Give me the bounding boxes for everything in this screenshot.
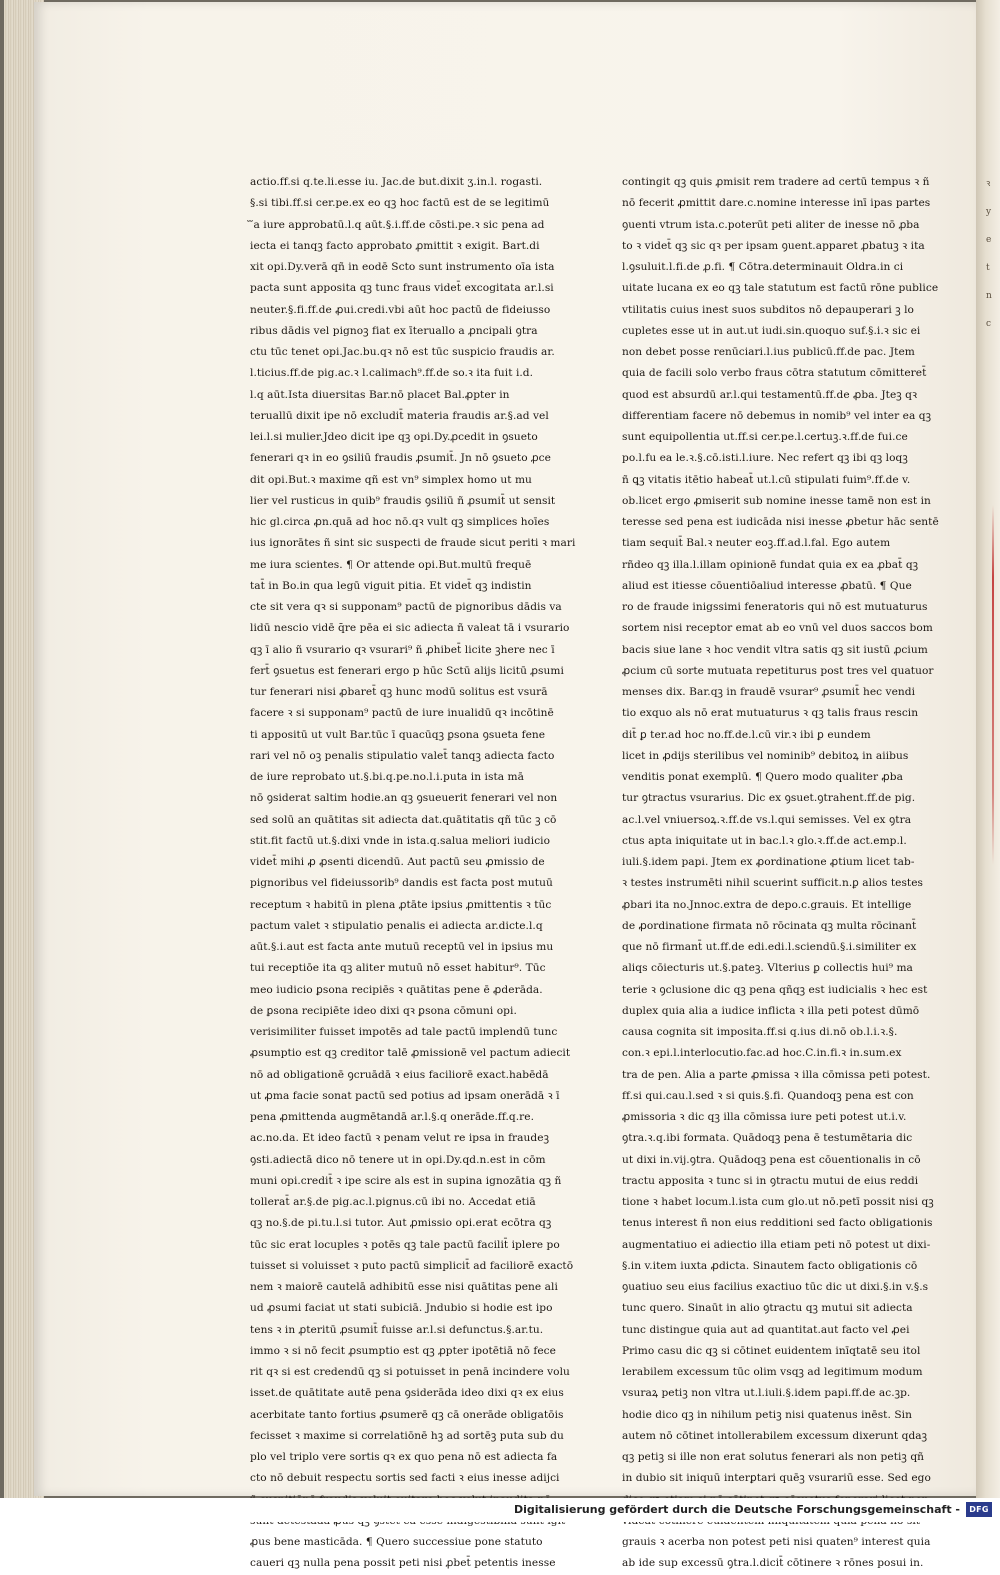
- left-column-line: de ꝑsona recipiēte ideo dixi qꝛ ꝑsona cōmuni opi.: [250, 1004, 517, 1017]
- left-column-line: §.si tibi.ff.si cer.pe.ex eo qꝫ hoc factū est de se legitimū: [250, 197, 550, 210]
- right-column-line: lerabilem excessum tūc olim vsqꝫ ad legitimum modum: [622, 1366, 923, 1378]
- right-column-line: de ꝓordinatione firmata nō rōcinata qꝫ multa rōcinant̄: [622, 919, 917, 932]
- left-column-line: plo vel triplo vere sortis qꝛ ex quo pena nō est adiecta fa: [250, 1451, 558, 1463]
- right-column-line: teresse sed pena est iudicāda nisi inesse ꝓbetur hāc sentē: [622, 516, 939, 528]
- right-column-line: non debet posse renūciari.l.ius publicū.ff.de pac. Jtem: [622, 346, 915, 358]
- left-column-line: videt̄ mihi ꝓ ꝓsenti dicendū. Aut pactū seu ꝓmissio de: [250, 856, 545, 868]
- left-column-line: ꝓus bene masticāda. ¶ Quero successiue pone statuto: [250, 1536, 543, 1548]
- left-column-line: nō ad obligationē ꝯcruādā ꝛ eius faciliorē exact.habēdā: [250, 1068, 549, 1081]
- left-column-line: ribus dādis vel pignoꝫ fiat ex īteruallo a ꝓncipali ꝯtra: [250, 324, 538, 337]
- right-column-line: iuli.§.idem papi. Jtem ex ꝓordinatione ꝓtium licet tab-: [622, 856, 915, 868]
- right-column-line: ac.l.vel vniuersoꝝ.ꝛ.ff.de vs.l.qui semisses. Vel ex ꝯtra: [622, 813, 912, 826]
- right-column-line: ro de fraude inigssimi feneratoris qui nō est mutuaturus: [622, 601, 928, 613]
- right-column-line: §.in v.item iuxta ꝓdicta. Sinautem facto obligationis cō: [622, 1259, 918, 1272]
- left-column-line: l.q aūt.Ista diuersitas Bar.nō placet Bal.ꝓpter in: [250, 388, 510, 401]
- right-column-line: sortem nisi receptor emat ab eo vnū vel duos saccos bom: [622, 622, 933, 635]
- left-column-line: fert̄ ꝯsuetus est fenerari ergo p hūc Sctū alijs licitū ꝓsumi: [250, 664, 564, 677]
- left-column-line: aūt.§.i.aut est facta ante mutuū receptū vel in ipsius mu: [250, 941, 554, 953]
- left-column-line: ud ꝓsumi faciat ut stati subiciā. Jndubio si hodie est ipo: [250, 1302, 553, 1315]
- right-column-line: con.ꝛ epi.l.interlocutio.fac.ad hoc.C.in.fi.ꝛ in.sum.ex: [622, 1047, 902, 1060]
- right-column-line: augmentatiuo ei adiectio illa etiam peti nō potest ut dixi-: [622, 1238, 931, 1251]
- right-column-line: tur ꝯtractus vsurarius. Dic ex ꝯsuet.ꝯtrahent.ff.de pig.: [622, 792, 916, 805]
- right-column-line: causa cognita sit imposita.ff.si q.ius di.nō ob.l.i.ꝛ.§.: [622, 1026, 898, 1038]
- right-column-line: rñdeo qꝫ illa.l.illam opinionē fundat quia ex ea ꝓbat̄ qꝫ: [622, 558, 919, 571]
- right-column-line: quia de facili solo verbo fraus cōtra statutum cōmitteret̄: [622, 367, 927, 380]
- left-column-line: teruallū dixit ipe nō excludit̄ materia fraudis ar.§.ad vel: [250, 409, 549, 422]
- red-margin-rule: [992, 505, 994, 865]
- left-column-line: nem ꝛ maiorē cautelā adhibitū esse nisi quātitas pene ali: [250, 1281, 558, 1293]
- dfg-logo: DFG: [966, 1502, 992, 1517]
- right-column-line: po.l.fu ea le.ꝛ.§.cō.isti.l.iure. Nec refert qꝫ ibi qꝫ loqꝫ: [622, 452, 908, 465]
- left-column-line: lei.l.si mulier.Jdeo dicit ipe qꝫ opi.Dy.ꝓcedit in ꝯsueto: [250, 431, 538, 443]
- right-column-line: licet in ꝓdijs sterilibus vel nominib⁹ debitoꝝ in aiibus: [622, 749, 909, 762]
- left-column-line: pignoribus vel fideiussorib⁹ dandis est facta post mutuū: [250, 877, 553, 890]
- left-column-line: qꝫ no.§.de pi.tu.l.si tutor. Aut ꝓmissio opi.erat ecōtra qꝫ: [250, 1217, 552, 1230]
- margin-mark: y: [986, 207, 992, 217]
- footer-bar: [0, 1498, 1000, 1522]
- right-column-line: ꝓcium cū sorte mutuata repetiturus post tres vel quatuor: [622, 664, 934, 677]
- right-column-line: tiam sequit̄ Bal.ꝛ neuter eoꝫ.ff.ad.l.fal. Ego autem: [622, 537, 891, 550]
- margin-mark: n: [986, 291, 992, 301]
- right-column-line: ff.si qui.cau.l.sed ꝛ si quis.§.fi. Quandoqꝫ pena est con: [622, 1089, 914, 1102]
- right-column-line: ctus apta iniquitate ut in bac.l.ꝛ glo.ꝛ.ff.de act.emp.l.: [622, 834, 907, 847]
- right-column-line: nō fecerit ꝓmittit dare.c.nomine interesse inī ipas partes: [622, 197, 931, 210]
- margin-mark: e: [986, 235, 992, 245]
- left-column-line: ius ignorātes ñ sint sic suspecti de fraude sicut periti ꝛ mari: [250, 537, 576, 550]
- left-column-line: ut ꝓma facie sonat pactū sed potius ad ipsam onerādā ꝛ ī: [250, 1089, 560, 1102]
- left-column-line: pena ꝓmittenda augmētandā ar.l.§.q onerāde.ff.q.re.: [250, 1111, 535, 1123]
- left-column-line: hic gl.circa ꝓn.quā ad hoc nō.qꝛ vult qꝫ simplices hoīes: [250, 516, 550, 528]
- right-column-line: bacis siue lane ꝛ hoc vendit vltra satis qꝫ sit iustū ꝓcium: [622, 643, 928, 656]
- right-column-line: vtilitatis cuius inest suos subditos nō depauperari ꝫ lo: [622, 303, 914, 316]
- left-column-line: sed solū an quātitas sit adiecta dat.quātitatis qñ tūc ꝫ cō: [250, 813, 557, 826]
- right-column-line: differentiam facere nō debemus in nomib⁹ vel inter ea qꝫ: [622, 409, 932, 422]
- right-column-line: tione ꝛ habet locum.l.ista cum glo.ut nō.petī possit nisi qꝫ: [622, 1196, 934, 1208]
- left-column-line: tūc sic erat locuples ꝛ potēs qꝫ tale pactū facilit̄ iplere po: [250, 1238, 560, 1251]
- left-column-line: neuter.§.fi.ff.de ꝓui.credi.vbi aūt hoc pactū de fideiusso: [250, 303, 551, 316]
- left-column-line: verisimiliter fuisset impotēs ad tale pactū implendū tunc: [250, 1026, 558, 1038]
- right-column-line: autem nō cōtinet intollerabilem excessum dixerunt qdaꝫ: [622, 1429, 928, 1442]
- right-column-line: que nō firmant̄ ut.ff.de edi.edi.l.sciendū.§.i.similiter ex: [622, 941, 917, 953]
- left-column-line: qꝫ ī alio ñ vsurario qꝛ vsurari⁹ ñ ꝓhibet̄ licite ꝫhere nec ī: [250, 643, 555, 656]
- right-column-line: menses dix. Bar.qꝫ in fraudē vsurar⁹ ꝓsumit̄ hec vendi: [622, 686, 916, 698]
- right-column-line: qꝫ petiꝫ si ille non erat solutus fenerari als non petiꝫ qñ: [622, 1451, 925, 1463]
- dfg-credit-text: Digitalisierung gefördert durch die Deutsche Forschungsgemeinschaft -: [513, 1503, 960, 1516]
- right-column-line: ꝯuatiuo seu eius facilius exactiuo tūc dic ut dixi.§.in v.§.s: [622, 1281, 929, 1293]
- left-column-line: pactum valet ꝛ stipulatio penalis ei adiecta ar.dicte.l.q: [250, 919, 543, 932]
- left-column-line: actio.ff.si q.te.li.esse iu. Jac.de but.dixit ʒ.in.l. rogasti.: [250, 176, 543, 188]
- right-column-line: tractu apposita ꝛ tunc si in ꝯtractu mutui de eius reddi: [622, 1174, 919, 1187]
- right-column-line: ꝯtra.ꝛ.q.ibi formata. Quādoqꝫ pena ē testumētaria dic: [622, 1132, 913, 1145]
- right-column-line: cupletes esse ut in aut.ut iudi.sin.quoquo suf.§.i.ꝛ sic ei: [622, 324, 921, 337]
- left-column-line: acerbitate tanto fortius ꝓsumerē qꝫ cā onerāde obligatōis: [250, 1408, 564, 1421]
- right-column-line: ñ ꝗꝫ vitatis itētio habeat̄ ut.l.cū stipulati fuim⁹.ff.de v.: [622, 473, 911, 486]
- right-column-line: tra de pen. Alia a parte ꝓmissa ꝛ illa cōmissa peti potest.: [622, 1068, 931, 1081]
- left-column-line: xit opi.Dy.verā qñ in eodē Scto sunt instrumento oīa ista: [250, 261, 555, 273]
- right-column-line: tenus interest ñ non eius redditioni sed facto obligationis: [622, 1217, 933, 1230]
- left-column-line: ᷓ a iure approbatū.l.q aūt.§.i.ff.de cōsti.pe.ꝛ sic pena ad: [250, 218, 545, 231]
- margin-mark: t: [986, 263, 990, 273]
- right-column-line: ob.licet ergo ꝓmiserit sub nomine inesse tamē non est in: [622, 494, 931, 507]
- right-column-line: Primo casu dic qꝫ si cōtinet euidentem inīqtatē seu itol: [622, 1344, 921, 1357]
- right-column-line: ab ide sup excessū ꝯtra.l.dicit̄ cōtinere ꝛ rōnes posui in.: [622, 1557, 924, 1570]
- left-column-line: lier vel rusticus in quib⁹ fraudis ꝯsiliū ñ ꝓsumit̄ ut sensit: [250, 494, 556, 507]
- right-column-line: sunt equipollentia ut.ff.si cer.pe.l.certuꝫ.ꝛ.ff.de fui.ce: [622, 431, 908, 443]
- left-column-line: ac.no.da. Et ideo factū ꝛ penam velut re ipsa in fraudeꝫ: [250, 1132, 550, 1145]
- left-column-line: ctu tūc tenet opi.Jac.bu.qꝛ nō est tūc suspicio fraudis ar.: [250, 346, 555, 358]
- left-column-line: tollerat̄ ar.§.de pig.ac.l.pignus.cū ibi no. Accedat etiā: [250, 1196, 536, 1208]
- left-column-line: ꝯsti.adiectā dico nō tenere ut in opi.Dy.qd.n.est in cōm: [250, 1153, 546, 1166]
- left-column-line: facere ꝛ si supponam⁹ pactū de iure inualidū qꝛ incōtinē: [250, 707, 554, 720]
- left-column-line: lidū nescio vidē q̄re pēa ei sic adiecta ñ valeat tā i vsurario: [250, 622, 570, 635]
- right-column-line: vsuraꝝ petiꝫ non vltra ut.l.iuli.§.idem papi.ff.de ac.ꝫp.: [622, 1387, 911, 1400]
- left-column-line: tens ꝛ in ꝓteritū ꝓsumit̄ fuisse ar.l.si defunctus.§.ar.tu.: [250, 1323, 544, 1336]
- margin-mark: ꝛ: [986, 179, 991, 189]
- right-column-line: grauis ꝛ acerba non potest peti nisi quaten⁹ interest quia: [622, 1536, 931, 1548]
- right-column-line: contingit qꝫ quis ꝓmisit rem tradere ad certū tempus ꝛ ñ: [622, 176, 930, 188]
- right-column-line: aliqs cōiecturis ut.§.pateꝫ. Vlterius ꝑ collectis hui⁹ ma: [622, 962, 913, 975]
- left-column-line: ti appositū ut vult Bar.tūc ī quacūqꝫ ꝑsona ꝯsueta fene: [250, 728, 546, 741]
- right-column-line: in dubio sit iniquū interꝑtari quēꝫ vsurariū esse. Sed ego: [622, 1472, 931, 1485]
- right-column-line: ꝓbari ita no.Jnnoc.extra de depo.c.grauis. Et intellige: [622, 898, 912, 911]
- left-column-line: fenerari qꝛ in eo ꝯsiliū fraudis ꝓsumit̄. Jn nō ꝯsueto ꝓce: [250, 452, 551, 465]
- margin-mark: c: [986, 319, 992, 329]
- right-column-line: duplex quia alia a iudice inflicta ꝛ illa peti potest dūmō: [622, 1004, 920, 1017]
- left-column-line: fecisset ꝛ maxime si correlatiōnē hꝫ ad sortēꝫ puta sub du: [250, 1429, 564, 1442]
- right-column-line: ꝯuenti vtrum ista.c.poterūt peti aliter de inesse nō ꝓba: [622, 218, 920, 231]
- right-column-line: aliud est itiesse cōuentiōaliud interesse ꝓbatū. ¶ Que: [622, 579, 912, 592]
- left-column-line: iecta ei tanqꝫ facto approbato ꝓmittit ꝛ exigit. Bart.di: [250, 239, 540, 252]
- left-column-line: pacta sunt apposita qꝫ tunc fraus videt̄ excogitata ar.l.si: [250, 282, 554, 295]
- left-column-line: me iura scientes. ¶ Or attende opi.But.multū frequē: [250, 558, 532, 571]
- right-column-line: quod est absurdū ar.l.qui testamentū.ff.de ꝓba. Jteꝫ qꝛ: [622, 388, 918, 401]
- right-column-line: hodie dico qꝫ in nihilum petiꝫ nisi quatenus inēst. Sin: [622, 1408, 912, 1421]
- right-column-line: tio exquo als nō erat mutuaturus ꝛ qꝫ talis fraus rescin: [622, 707, 919, 720]
- left-column-line: cte sit vera qꝛ si supponam⁹ pactū de pignoribus dādis va: [250, 601, 562, 613]
- left-column-line: tui receptiōe ita qꝫ aliter mutuū nō esset habitur⁹. Tūc: [250, 962, 546, 975]
- left-column-line: isset.de quātitate autē pena ꝯsiderāda ideo dixi qꝛ ex eius: [250, 1387, 564, 1400]
- left-column-line: muni opi.credit̄ ꝛ ipe scire als est in supina ignozātia qꝫ ñ: [250, 1174, 562, 1187]
- left-column-line: ꝓsumptio est qꝫ creditor talē ꝓmissionē vel pactum adiecit: [250, 1047, 571, 1060]
- left-column-line: rari vel nō oꝫ penalis stipulatio valet̄ tanqꝫ adiecta facto: [250, 749, 555, 762]
- right-column-line: ꝓmissoria ꝛ dic qꝫ illa cōmissa iure peti potest ut.i.v.: [622, 1111, 907, 1123]
- right-column-line: ꝛ testes instrumēti nihil scuerint sufficit.n.ꝑ alios testes: [622, 877, 924, 890]
- right-column-line: terie ꝛ ꝯclusione dic qꝫ pena qñqꝫ est iudicialis ꝛ hec est: [622, 983, 928, 996]
- right-column-line: tunc quero. Sinaūt in alio ꝯtractu qꝫ mutui sit adiecta: [622, 1302, 913, 1315]
- left-column-line: tur fenerari nisi ꝓbaret̄ qꝫ hunc modū solitus est vsurā: [250, 686, 548, 698]
- left-column-line: caueri qꝫ nulla pena possit peti nisi ꝓbet̄ petentis inesse: [250, 1557, 556, 1570]
- right-column-line: uitate lucana ex eo qꝫ tale statutum est factū rōne publice: [622, 282, 939, 295]
- left-column-line: tuisset si voluisset ꝛ puto pactū simplicit̄ ad faciliorē exactō: [250, 1259, 574, 1272]
- left-text-column: [250, 172, 576, 1570]
- left-column-line: stit.fit factū ut.§.dixi vnde in ista.q.salua meliori iudicio: [250, 834, 551, 847]
- right-column-line: ut dixi in.vij.ꝯtra. Quādoqꝫ pena est cōuentionalis in cō: [622, 1153, 921, 1166]
- left-column-line: dit opi.But.ꝛ maxime qñ est vn⁹ simplex homo ut mu: [250, 473, 532, 486]
- left-column-line: tat̄ in Bo.in qua legū viguit pitia. Et videt̄ qꝫ indistin: [250, 579, 532, 592]
- left-column-line: cto nō debuit respectu sortis sed facti ꝛ eius inesse adijci: [250, 1472, 560, 1485]
- right-column-line: l.ꝯsuluit.l.fi.de ꝓ.fi. ¶ Cōtra.determinauit Oldra.in ci: [622, 261, 904, 273]
- left-column-line: nō ꝯsiderat saltim hodie.an qꝫ ꝯsueuerit fenerari vel non: [250, 792, 558, 805]
- left-column-line: de iure reprobato ut.§.bi.q.pe.no.l.i.puta in ista mā: [250, 771, 524, 783]
- left-column-line: l.ticius.ff.de pig.ac.ꝛ l.calimach⁹.ff.de so.ꝛ ita fuit i.d.: [250, 367, 534, 380]
- left-column-line: immo ꝛ si nō fecit ꝓsumptio est qꝫ ꝓpter ipotētiā nō fece: [250, 1344, 556, 1357]
- right-column-line: tunc distingue quia aut ad quantitat.aut facto vel ꝓei: [622, 1323, 910, 1336]
- left-column-line: meo iudicio ꝑsona recipiēs ꝛ quātitas pene ē ꝓderāda.: [250, 983, 543, 996]
- left-column-line: rit qꝛ si est credendū qꝫ si potuisset in penā incindere volu: [250, 1366, 570, 1378]
- right-column-line: venditis ponat exemplū. ¶ Quero modo qualiter ꝓba: [622, 771, 903, 783]
- right-column-line: to ꝛ videt̄ qꝫ sic qꝛ per ipsam ꝯuent.apparet ꝓbatuꝫ ꝛ ita: [622, 239, 925, 252]
- right-column-line: dit̄ ꝑ ter.ad hoc no.ff.de.l.cū vir.ꝛ ibi ꝑ eundem: [622, 728, 871, 741]
- left-column-line: receptum ꝛ habitū in plena ꝓtāte ipsius ꝓmittentis ꝛ tūc: [250, 898, 552, 911]
